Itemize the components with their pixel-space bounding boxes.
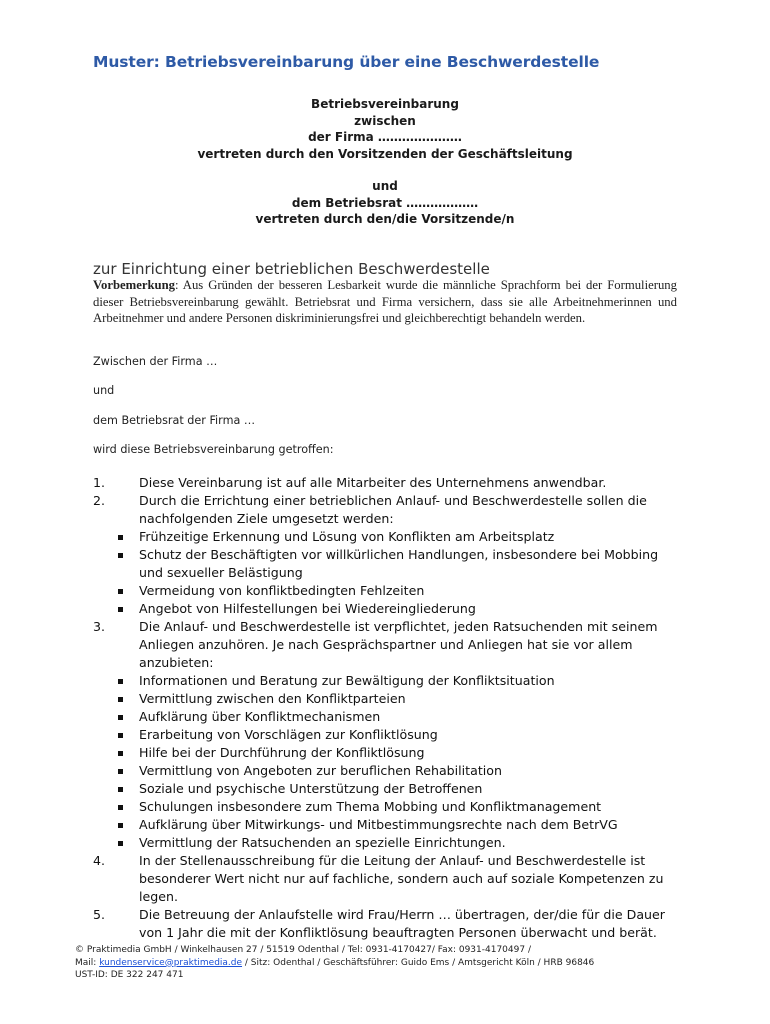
- parties-line: Betriebsvereinbarung: [311, 97, 459, 111]
- square-bullet-icon: [118, 841, 123, 846]
- square-bullet-icon: [118, 805, 123, 810]
- square-bullet-icon: [118, 535, 123, 540]
- square-bullet-icon: [118, 679, 123, 684]
- list-item: [93, 618, 683, 672]
- bullet-item: Informationen und Beratung zur Bewältigung der Konfliktsituation: [93, 672, 683, 690]
- page-footer: [75, 944, 594, 982]
- bullet-item: Vermittlung von Angeboten zur beruflichen Rehabilitation: [93, 762, 683, 780]
- footer-line: UST-ID: DE 322 247 471: [75, 970, 184, 981]
- item-number: 1.: [93, 475, 106, 490]
- parties-line: vertreten durch den/die Vorsitzende/n: [255, 212, 515, 227]
- bullet-item: Aufklärung über Mitwirkungs- und Mitbestimmungsrechte nach dem BetrVG: [93, 816, 683, 834]
- paragraph-and: und: [93, 384, 115, 397]
- parties-line: vertreten durch den Vorsitzenden der Geschäftsleitung: [197, 147, 573, 162]
- bullet-list: [93, 528, 683, 618]
- bullet-item: Frühzeitige Erkennung und Lösung von Konflikten am Arbeitsplatz: [93, 528, 683, 546]
- item-text: Die Betreuung der Anlaufstelle wird Frau/Herrn … übertragen, der/die für die Dauer von 1 Jahr die mit der Konfliktlösung beauftragten Personen überwacht und berät.: [139, 907, 665, 940]
- bullet-item: Aufklärung über Konfliktmechanismen: [93, 708, 683, 726]
- bullet-item: Angebot von Hilfestellungen bei Wiedereingliederung: [93, 600, 683, 618]
- square-bullet-icon: [118, 787, 123, 792]
- parties-line: zwischen: [354, 113, 416, 128]
- numbered-list: [93, 474, 683, 942]
- footer-line: © Praktimedia GmbH / Winkelhausen 27 / 51519 Odenthal / Tel: 0931-4170427/ Fax: 0931-4170497 /: [75, 945, 531, 955]
- footer-line: [75, 957, 594, 970]
- bullet-item: Schutz der Beschäftigten vor willkürlichen Handlungen, insbesondere bei Mobbing und sexueller Belästigung: [93, 546, 683, 582]
- preface-paragraph: [93, 277, 677, 327]
- footer-mail-label: Mail:: [75, 957, 100, 968]
- item-text: Die Anlauf- und Beschwerdestelle ist verpflichtet, jeden Ratsuchenden mit seinem Anliegen anzuhören. Je nach Gesprächspartner und Anliegen hat sie vor allem anzubieten:: [139, 619, 658, 670]
- item-text: Durch die Errichtung einer betrieblichen Anlauf- und Beschwerdestelle sollen die nachfolgenden Ziele umgesetzt werden:: [139, 493, 647, 526]
- bullet-item: Hilfe bei der Durchführung der Konfliktlösung: [93, 744, 683, 762]
- square-bullet-icon: [118, 751, 123, 756]
- parties-block-council: [0, 178, 770, 228]
- list-item: [93, 474, 683, 492]
- square-bullet-icon: [118, 769, 123, 774]
- parties-line: der Firma …………………: [308, 130, 462, 145]
- square-bullet-icon: [118, 553, 123, 558]
- preface-text: : Aus Gründen der besseren Lesbarkeit wurde die männliche Sprachform bei der Formulierung dieser Betriebsvereinbarung gewählt. Betriebsrat und Firma versichern, dass sie alle Arbeitnehmerinnen und Arbeitnehmer und andere Personen diskriminierungsfrei und gleichberechtigt behandeln werden.: [93, 278, 677, 326]
- square-bullet-icon: [118, 715, 123, 720]
- paragraph-concluded: wird diese Betriebsvereinbarung getroffen:: [93, 443, 334, 456]
- bullet-list: [93, 672, 683, 852]
- parties-line: dem Betriebsrat ………………: [291, 195, 479, 210]
- list-item: [93, 492, 683, 528]
- square-bullet-icon: [118, 607, 123, 612]
- item-number: 2.: [93, 493, 106, 508]
- item-number: 3.: [93, 619, 106, 634]
- square-bullet-icon: [118, 589, 123, 594]
- square-bullet-icon: [118, 697, 123, 702]
- square-bullet-icon: [118, 823, 123, 828]
- bullet-item: Schulungen insbesondere zum Thema Mobbing und Konfliktmanagement: [93, 798, 683, 816]
- item-text: Diese Vereinbarung ist auf alle Mitarbeiter des Unternehmens anwendbar.: [139, 475, 607, 490]
- square-bullet-icon: [118, 733, 123, 738]
- item-number: 4.: [93, 853, 106, 868]
- footer-company-info: / Sitz: Odenthal / Geschäftsführer: Guido Ems / Amtsgericht Köln / HRB 96846: [242, 957, 595, 968]
- item-number: 5.: [93, 907, 106, 922]
- bullet-item: Erarbeitung von Vorschlägen zur Konfliktlösung: [93, 726, 683, 744]
- bullet-item: Vermittlung der Ratsuchenden an spezielle Einrichtungen.: [93, 834, 683, 852]
- parties-line: und: [372, 179, 398, 193]
- bullet-item: Vermittlung zwischen den Konfliktparteien: [93, 690, 683, 708]
- paragraph-between-firm: Zwischen der Firma …: [93, 355, 218, 368]
- paragraph-works-council: dem Betriebsrat der Firma …: [93, 414, 256, 427]
- preface-label: Vorbemerkung: [93, 278, 176, 292]
- bullet-item: Soziale und psychische Unterstützung der Betroffenen: [93, 780, 683, 798]
- list-item: [93, 852, 683, 906]
- footer-email-link[interactable]: kundenservice@praktimedia.de: [99, 957, 243, 968]
- item-text: In der Stellenausschreibung für die Leitung der Anlauf- und Beschwerdestelle ist besonderer Wert nicht nur auf fachliche, sondern auch auf soziale Kompetenzen zu legen.: [139, 853, 664, 904]
- document-title: Muster: Betriebsvereinbarung über eine Beschwerdestelle: [93, 53, 600, 71]
- bullet-item: Vermeidung von konfliktbedingten Fehlzeiten: [93, 582, 683, 600]
- list-item: [93, 906, 683, 942]
- parties-block-firm: [0, 96, 770, 163]
- section-subheading: zur Einrichtung einer betrieblichen Beschwerdestelle: [93, 260, 490, 278]
